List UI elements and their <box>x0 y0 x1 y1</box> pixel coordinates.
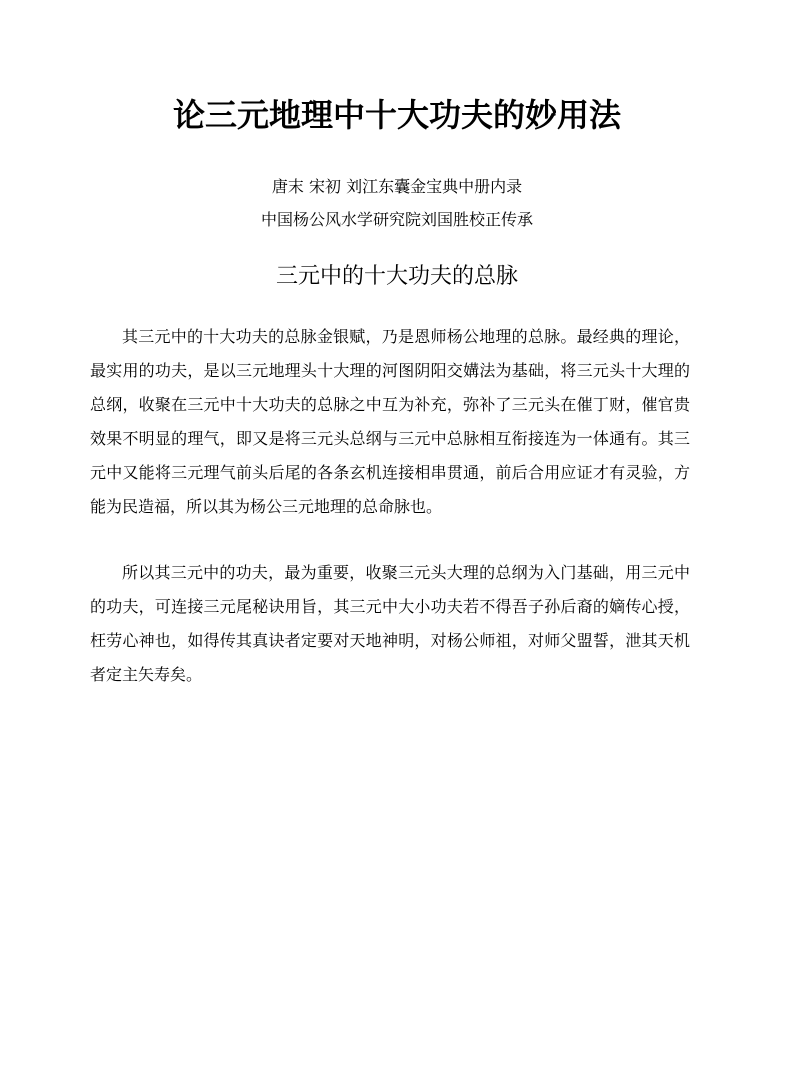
document-subtitle-institute: 中国杨公风水学研究院刘国胜校正传承 <box>260 210 533 229</box>
section-heading: 三元中的十大功夫的总脉 <box>275 264 518 289</box>
document-subtitle-source: 唐末 宋初 刘江东囊金宝典中册内录 <box>271 177 523 196</box>
body-paragraph-container <box>90 556 690 692</box>
document-title: 论三元地理中十大功夫的妙用法 <box>172 96 621 134</box>
body-paragraph: 所以其三元中的功夫，最为重要，收聚三元头大理的总纲为入门基础，用三元中的功夫，可连接三元尾秘诀用旨，其三元中大小功夫若不得吾子孙后裔的嫡传心授，枉劳心神也，如得传其真诀者定要对天地神明，对杨公师祖，对师父盟誓，泄其天机者定主矢寿矣。 <box>90 563 690 684</box>
body-paragraph: 其三元中的十大功夫的总脉金银赋，乃是恩师杨公地理的总脉。最经典的理论，最实用的功夫，是以三元地理头十大理的河图阴阳交媾法为基础，将三元头十大理的总纲，收聚在三元中十大功夫的总脉之中互为补充，弥补了三元头在催丁财，催官贵效果不明显的理气，即又是将三元头总纲与三元中总脉相互衔接连为一体通有。其三元中又能将三元理气前头后尾的各条玄机连接相串贯通，前后合用应证才有灵验，方能为民造福，所以其为杨公三元地理的总命脉也。 <box>90 327 690 516</box>
body-paragraph-container <box>90 320 690 524</box>
